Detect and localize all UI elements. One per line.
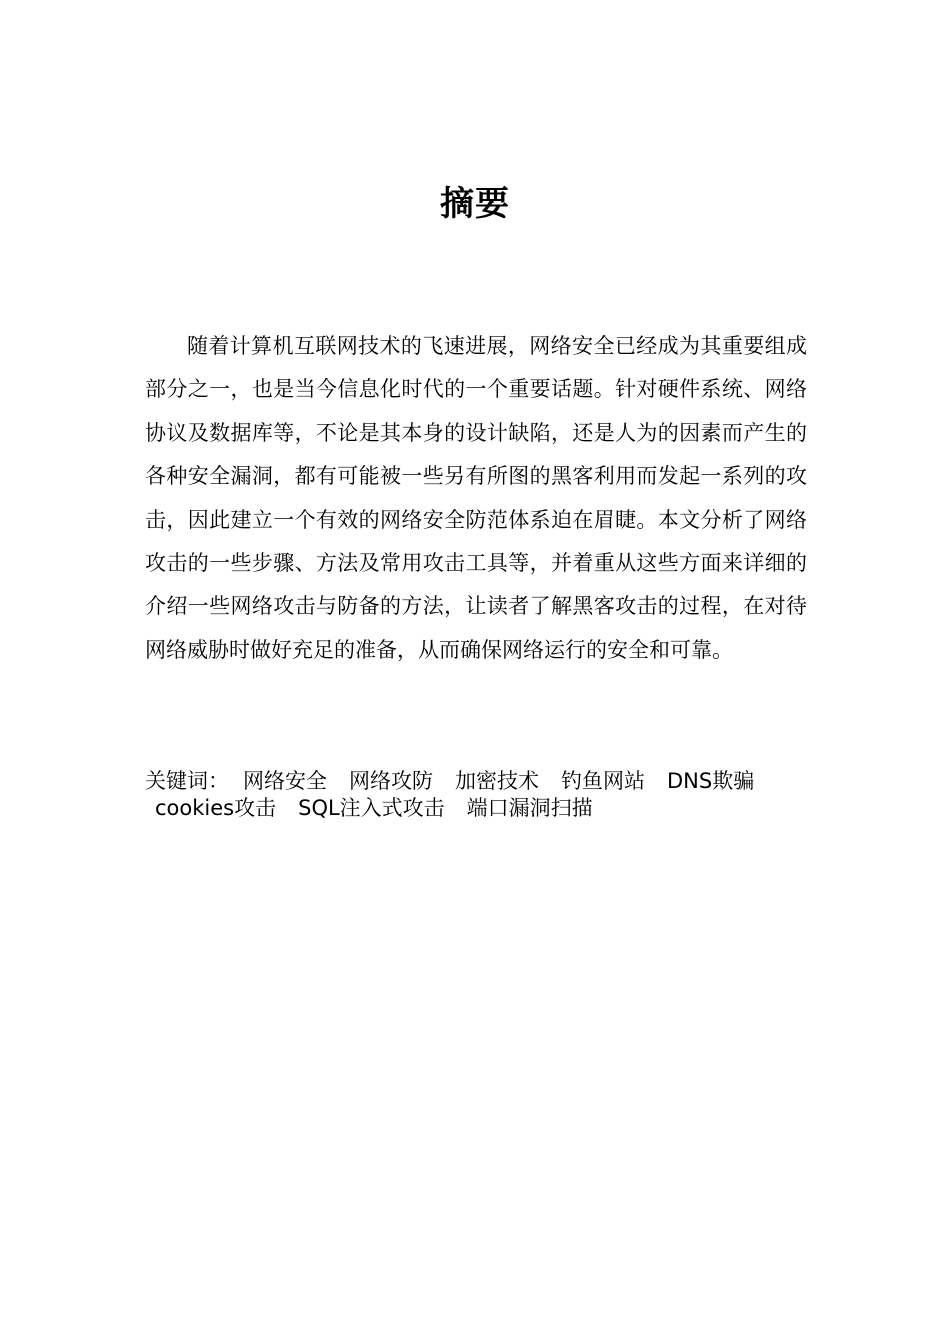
keyword-item: SQL注入式攻击 [298, 796, 445, 820]
page-title: 摘要 [440, 184, 510, 224]
keyword-item: 网络攻防 [349, 769, 433, 793]
keywords-label: 关键词： [145, 769, 229, 793]
keywords-row-2 [145, 795, 815, 822]
keywords-row-1 [145, 768, 815, 795]
keyword-item: 网络安全 [243, 769, 327, 793]
keyword-item: cookies攻击 [155, 796, 277, 820]
keyword-item: 钓鱼网站 [561, 769, 645, 793]
keywords-section [145, 768, 815, 822]
keyword-item: 加密技术 [455, 769, 539, 793]
abstract-paragraph: 随着计算机互联网技术的飞速进展，网络安全已经成为其重要组成部分之一，也是当今信息化时代的一个重要话题。针对硬件系统、网络协议及数据库等，不论是其本身的设计缺陷，还是人为的因素而产生的各种安全漏洞，都有可能被一些另有所图的黑客利用而发起一系列的攻击，因此建立一个有效的网络安全防范体系迫在眉睫。本文分析了网络攻击的一些步骤、方法及常用攻击工具等，并着重从这些方面来详细的介绍一些网络攻击与防备的方法，让读者了解黑客攻击的过程，在对待网络威胁时做好充足的准备，从而确保网络运行的安全和可靠。 [145, 334, 807, 662]
keyword-item: DNS欺骗 [667, 769, 755, 793]
keyword-item: 端口漏洞扫描 [466, 796, 593, 820]
